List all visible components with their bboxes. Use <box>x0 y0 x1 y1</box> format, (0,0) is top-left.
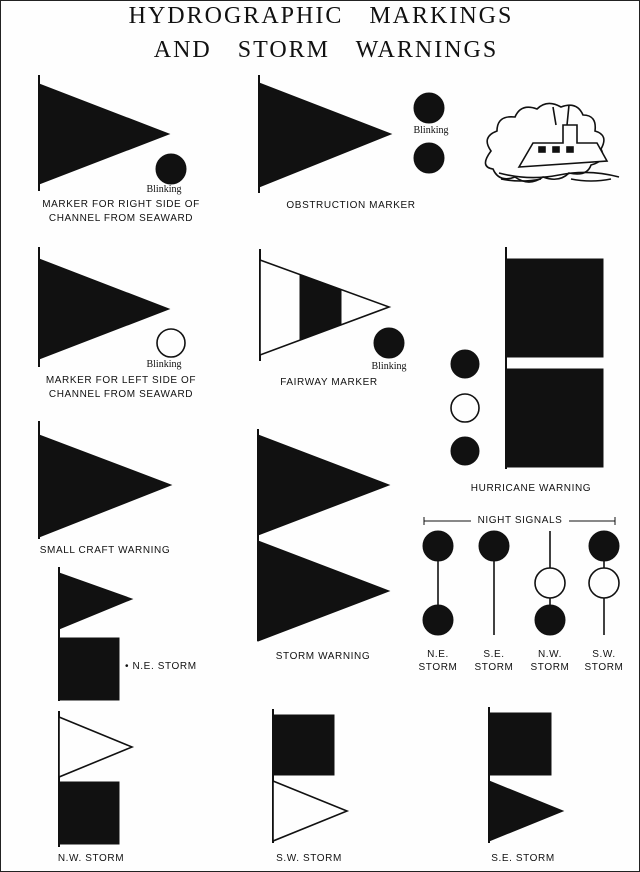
ship-icon <box>485 103 619 182</box>
ne-storm-pennant <box>59 573 132 629</box>
storm-warning-pennant-bottom <box>258 541 389 641</box>
se-storm-flag <box>489 713 551 775</box>
blinking-label: Blinking <box>146 359 182 370</box>
obstruction-light-bottom <box>414 143 444 173</box>
night-ne-caption-1: N.E. <box>427 649 449 660</box>
night-se-light <box>479 531 509 561</box>
hurricane-caption: HURRICANE WARNING <box>470 483 592 494</box>
hurricane-light-bottom <box>451 437 479 465</box>
small-craft-pennant <box>39 435 171 537</box>
night-nw-caption-1: N.W. <box>537 649 563 660</box>
ne-storm-caption: • N.E. STORM <box>125 661 197 672</box>
left-marker-caption-2: CHANNEL FROM SEAWARD <box>48 389 194 400</box>
night-sw-caption-1: S.W. <box>592 649 616 660</box>
hurricane-flag-top <box>506 259 603 357</box>
night-ne-caption-2: STORM <box>418 662 458 673</box>
blinking-label: Blinking <box>146 184 182 195</box>
right-marker-pennant <box>39 84 169 184</box>
nw-storm-caption: N.W. STORM <box>57 853 125 864</box>
nw-storm-pennant <box>59 717 132 777</box>
hurricane-light-middle <box>451 394 479 422</box>
night-nw-caption-2: STORM <box>530 662 570 673</box>
right-marker-light <box>156 154 186 184</box>
signals-illustration <box>1 1 640 872</box>
night-sw-light-bottom <box>589 568 619 598</box>
fairway-pennant-band <box>300 275 341 340</box>
night-se-caption-1: S.E. <box>483 649 505 660</box>
blinking-label: Blinking <box>371 361 407 372</box>
night-nw-light-bottom <box>535 605 565 635</box>
storm-warning-pennant-top <box>258 435 389 535</box>
sw-storm-flag <box>273 715 334 775</box>
fairway-light <box>374 328 404 358</box>
left-marker-pennant <box>39 259 169 359</box>
se-storm-caption: S.E. STORM <box>491 853 555 864</box>
night-ne-light-bottom <box>423 605 453 635</box>
sw-storm-pennant <box>273 781 347 841</box>
small-craft-caption: SMALL CRAFT WARNING <box>39 545 171 556</box>
right-marker-caption-1: MARKER FOR RIGHT SIDE OF <box>42 199 200 210</box>
night-signals-caption: NIGHT SIGNALS <box>477 515 563 526</box>
obstruction-light-top <box>414 93 444 123</box>
title-line-2: AND STORM WARNINGS <box>153 37 499 63</box>
right-marker-caption-2: CHANNEL FROM SEAWARD <box>48 213 194 224</box>
obstruction-pennant <box>259 83 391 187</box>
ne-storm-flag <box>59 638 119 700</box>
sw-storm-caption: S.W. STORM <box>276 853 342 864</box>
hurricane-light-top <box>451 350 479 378</box>
obstruction-caption: OBSTRUCTION MARKER <box>286 200 416 211</box>
fairway-caption: FAIRWAY MARKER <box>280 377 378 388</box>
left-marker-light <box>157 329 185 357</box>
night-nw-light-top <box>535 568 565 598</box>
night-se-caption-2: STORM <box>474 662 514 673</box>
se-storm-pennant <box>489 781 563 841</box>
nw-storm-flag <box>59 782 119 844</box>
night-sw-light-top <box>589 531 619 561</box>
blinking-label: Blinking <box>413 125 449 136</box>
hurricane-flag-bottom <box>506 369 603 467</box>
left-marker-caption-1: MARKER FOR LEFT SIDE OF <box>45 375 197 386</box>
storm-warning-caption: STORM WARNING <box>275 651 371 662</box>
title-line-1: HYDROGRAPHIC MARKINGS <box>128 3 514 29</box>
night-ne-light-top <box>423 531 453 561</box>
night-sw-caption-2: STORM <box>584 662 624 673</box>
